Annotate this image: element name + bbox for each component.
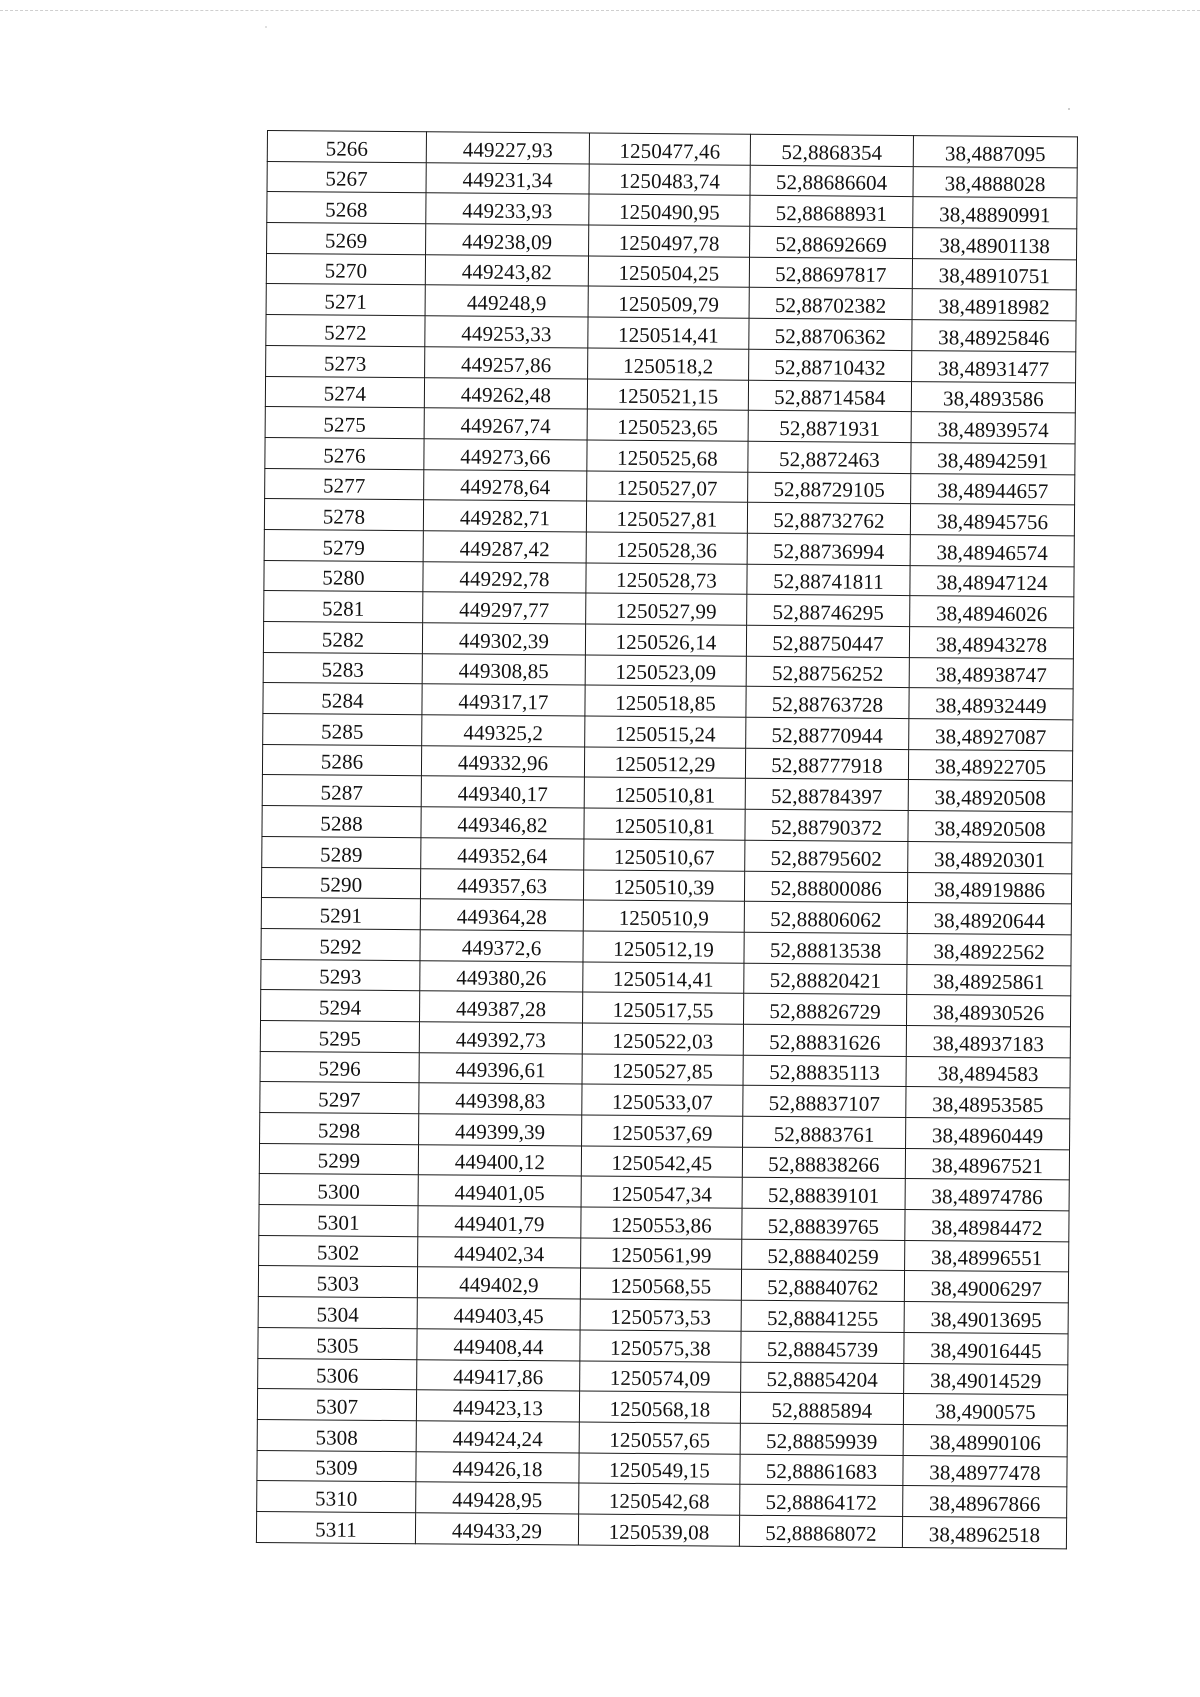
x-coordinate-cell: 449262,48: [424, 377, 587, 409]
latitude-cell: 52,88859939: [740, 1423, 903, 1455]
point-number-cell: 5286: [262, 744, 421, 776]
x-coordinate-cell: 449340,17: [421, 776, 584, 808]
y-coordinate-cell: 1250537,69: [582, 1115, 743, 1147]
latitude-cell: 52,8872463: [748, 441, 911, 473]
x-coordinate-cell: 449424,24: [416, 1421, 579, 1453]
longitude-cell: 38,48890991: [913, 197, 1077, 229]
latitude-cell: 52,8883761: [743, 1116, 906, 1148]
x-coordinate-cell: 449243,82: [425, 254, 588, 286]
x-coordinate-cell: 449433,29: [415, 1513, 578, 1545]
x-coordinate-cell: 449403,45: [417, 1298, 580, 1330]
point-number-cell: 5310: [257, 1481, 416, 1513]
coordinates-table-body: [256, 131, 1077, 1549]
y-coordinate-cell: 1250575,38: [580, 1330, 741, 1362]
scan-speck: [1068, 108, 1070, 110]
y-coordinate-cell: 1250518,85: [585, 685, 746, 717]
point-number-cell: 5269: [267, 223, 426, 255]
longitude-cell: 38,48945756: [910, 504, 1074, 536]
y-coordinate-cell: 1250553,86: [581, 1207, 742, 1239]
longitude-cell: 38,4888028: [913, 166, 1077, 198]
point-number-cell: 5309: [257, 1450, 416, 1482]
latitude-cell: 52,88820421: [744, 963, 907, 995]
longitude-cell: 38,48984472: [905, 1210, 1069, 1242]
latitude-cell: 52,88770944: [746, 717, 909, 749]
longitude-cell: 38,48962518: [902, 1516, 1066, 1548]
point-number-cell: 5279: [264, 529, 423, 561]
x-coordinate-cell: 449248,9: [425, 285, 588, 317]
longitude-cell: 38,48943278: [909, 627, 1073, 659]
y-coordinate-cell: 1250514,41: [583, 962, 744, 994]
y-coordinate-cell: 1250523,09: [585, 655, 746, 687]
x-coordinate-cell: 449387,28: [420, 991, 583, 1023]
point-number-cell: 5294: [261, 990, 420, 1022]
table-row: [256, 1511, 1066, 1548]
latitude-cell: 52,88840762: [741, 1270, 904, 1302]
x-coordinate-cell: 449372,6: [420, 930, 583, 962]
longitude-cell: 38,4887095: [913, 136, 1077, 168]
x-coordinate-cell: 449267,74: [424, 408, 587, 440]
point-number-cell: 5305: [258, 1327, 417, 1359]
point-number-cell: 5288: [262, 806, 421, 838]
longitude-cell: 38,48925846: [912, 320, 1076, 352]
latitude-cell: 52,88840259: [742, 1239, 905, 1271]
longitude-cell: 38,48918982: [912, 289, 1076, 321]
point-number-cell: 5285: [263, 714, 422, 746]
latitude-cell: 52,88839765: [742, 1208, 905, 1240]
y-coordinate-cell: 1250510,39: [583, 870, 744, 902]
longitude-cell: 38,48946026: [910, 596, 1074, 628]
y-coordinate-cell: 1250517,55: [582, 992, 743, 1024]
point-number-cell: 5293: [261, 959, 420, 991]
longitude-cell: 38,4900575: [903, 1394, 1067, 1426]
latitude-cell: 52,88795602: [745, 840, 908, 872]
y-coordinate-cell: 1250568,18: [579, 1391, 740, 1423]
point-number-cell: 5278: [264, 499, 423, 531]
y-coordinate-cell: 1250477,46: [589, 133, 750, 165]
latitude-cell: 52,88763728: [746, 687, 909, 719]
latitude-cell: 52,88790372: [745, 809, 908, 841]
latitude-cell: 52,88835113: [743, 1055, 906, 1087]
longitude-cell: 38,4893586: [911, 381, 1075, 413]
latitude-cell: 52,8871931: [748, 410, 911, 442]
point-number-cell: 5307: [257, 1389, 416, 1421]
point-number-cell: 5298: [260, 1112, 419, 1144]
x-coordinate-cell: 449346,82: [421, 807, 584, 839]
x-coordinate-cell: 449399,39: [419, 1114, 582, 1146]
scan-speck: [265, 26, 267, 28]
x-coordinate-cell: 449352,64: [421, 838, 584, 870]
latitude-cell: 52,88686604: [750, 165, 913, 197]
x-coordinate-cell: 449325,2: [422, 715, 585, 747]
y-coordinate-cell: 1250497,78: [589, 225, 750, 257]
latitude-cell: 52,88746295: [747, 595, 910, 627]
x-coordinate-cell: 449364,28: [420, 899, 583, 931]
latitude-cell: 52,88831626: [743, 1024, 906, 1056]
x-coordinate-cell: 449292,78: [423, 561, 586, 593]
latitude-cell: 52,88841255: [741, 1300, 904, 1332]
longitude-cell: 38,48920508: [908, 811, 1072, 843]
point-number-cell: 5290: [261, 867, 420, 899]
x-coordinate-cell: 449278,64: [424, 469, 587, 501]
longitude-cell: 38,4894583: [906, 1056, 1070, 1088]
longitude-cell: 38,48927087: [909, 719, 1073, 751]
longitude-cell: 38,49016445: [904, 1332, 1068, 1364]
y-coordinate-cell: 1250557,65: [579, 1422, 740, 1454]
point-number-cell: 5282: [263, 621, 422, 653]
latitude-cell: 52,88736994: [747, 533, 910, 565]
x-coordinate-cell: 449332,96: [421, 745, 584, 777]
y-coordinate-cell: 1250509,79: [588, 286, 749, 318]
x-coordinate-cell: 449238,09: [426, 224, 589, 256]
latitude-cell: 52,88784397: [745, 779, 908, 811]
longitude-cell: 38,48944657: [911, 473, 1075, 505]
y-coordinate-cell: 1250568,55: [580, 1268, 741, 1300]
point-number-cell: 5287: [262, 775, 421, 807]
longitude-cell: 38,48942591: [911, 442, 1075, 474]
x-coordinate-cell: 449233,93: [426, 193, 589, 225]
y-coordinate-cell: 1250527,99: [586, 593, 747, 625]
longitude-cell: 38,48996551: [905, 1240, 1069, 1272]
point-number-cell: 5281: [264, 591, 423, 623]
longitude-cell: 38,48931477: [912, 350, 1076, 382]
y-coordinate-cell: 1250527,07: [587, 471, 748, 503]
latitude-cell: 52,88706362: [749, 318, 912, 350]
x-coordinate-cell: 449400,12: [418, 1144, 581, 1176]
longitude-cell: 38,48977478: [903, 1455, 1067, 1487]
latitude-cell: 52,88688931: [750, 196, 913, 228]
longitude-cell: 38,48938747: [909, 657, 1073, 689]
x-coordinate-cell: 449282,71: [423, 500, 586, 532]
point-number-cell: 5280: [264, 560, 423, 592]
y-coordinate-cell: 1250547,34: [581, 1176, 742, 1208]
y-coordinate-cell: 1250542,45: [581, 1146, 742, 1178]
point-number-cell: 5273: [266, 345, 425, 377]
point-number-cell: 5299: [259, 1143, 418, 1175]
x-coordinate-cell: 449308,85: [422, 653, 585, 685]
longitude-cell: 38,48939574: [911, 412, 1075, 444]
y-coordinate-cell: 1250515,24: [585, 716, 746, 748]
point-number-cell: 5291: [261, 898, 420, 930]
point-number-cell: 5271: [266, 284, 425, 316]
x-coordinate-cell: 449402,9: [417, 1267, 580, 1299]
longitude-cell: 38,48932449: [909, 688, 1073, 720]
latitude-cell: 52,88837107: [743, 1086, 906, 1118]
y-coordinate-cell: 1250523,65: [587, 409, 748, 441]
y-coordinate-cell: 1250539,08: [578, 1514, 739, 1546]
point-number-cell: 5275: [265, 407, 424, 439]
x-coordinate-cell: 449426,18: [416, 1451, 579, 1483]
longitude-cell: 38,48920301: [908, 841, 1072, 873]
x-coordinate-cell: 449317,17: [422, 684, 585, 716]
coordinates-table: [256, 130, 1078, 1549]
point-number-cell: 5301: [259, 1205, 418, 1237]
x-coordinate-cell: 449297,77: [423, 592, 586, 624]
latitude-cell: 52,88697817: [749, 257, 912, 289]
y-coordinate-cell: 1250533,07: [582, 1084, 743, 1116]
x-coordinate-cell: 449401,79: [418, 1206, 581, 1238]
longitude-cell: 38,48974786: [905, 1179, 1069, 1211]
point-number-cell: 5311: [256, 1511, 415, 1543]
y-coordinate-cell: 1250510,67: [584, 839, 745, 871]
x-coordinate-cell: 449253,33: [425, 316, 588, 348]
x-coordinate-cell: 449380,26: [420, 960, 583, 992]
longitude-cell: 38,48990106: [903, 1424, 1067, 1456]
latitude-cell: 52,88861683: [740, 1454, 903, 1486]
x-coordinate-cell: 449396,61: [419, 1052, 582, 1084]
longitude-cell: 38,48960449: [906, 1118, 1070, 1150]
longitude-cell: 38,48947124: [910, 565, 1074, 597]
point-number-cell: 5292: [261, 928, 420, 960]
point-number-cell: 5272: [266, 315, 425, 347]
y-coordinate-cell: 1250526,14: [585, 624, 746, 656]
longitude-cell: 38,49013695: [904, 1302, 1068, 1334]
longitude-cell: 38,48922705: [908, 749, 1072, 781]
point-number-cell: 5276: [265, 437, 424, 469]
longitude-cell: 38,49006297: [904, 1271, 1068, 1303]
point-number-cell: 5303: [258, 1266, 417, 1298]
y-coordinate-cell: 1250527,81: [586, 501, 747, 533]
y-coordinate-cell: 1250510,81: [584, 808, 745, 840]
point-number-cell: 5295: [260, 1020, 419, 1052]
longitude-cell: 38,48967866: [903, 1486, 1067, 1518]
latitude-cell: 52,88838266: [742, 1147, 905, 1179]
latitude-cell: 52,88839101: [742, 1178, 905, 1210]
y-coordinate-cell: 1250528,36: [586, 532, 747, 564]
longitude-cell: 38,48919886: [907, 872, 1071, 904]
point-number-cell: 5268: [267, 192, 426, 224]
y-coordinate-cell: 1250527,85: [582, 1054, 743, 1086]
coordinate-sheet: [267, 130, 1077, 1547]
x-coordinate-cell: 449402,34: [418, 1236, 581, 1268]
latitude-cell: 52,88845739: [741, 1331, 904, 1363]
point-number-cell: 5308: [257, 1419, 416, 1451]
point-number-cell: 5300: [259, 1174, 418, 1206]
point-number-cell: 5267: [267, 161, 426, 193]
x-coordinate-cell: 449357,63: [420, 868, 583, 900]
latitude-cell: 52,88750447: [746, 625, 909, 657]
longitude-cell: 38,48953585: [906, 1087, 1070, 1119]
y-coordinate-cell: 1250574,09: [580, 1360, 741, 1392]
y-coordinate-cell: 1250522,03: [582, 1023, 743, 1055]
latitude-cell: 52,88714584: [748, 380, 911, 412]
latitude-cell: 52,88800086: [744, 871, 907, 903]
longitude-cell: 38,48910751: [912, 258, 1076, 290]
x-coordinate-cell: 449408,44: [417, 1329, 580, 1361]
point-number-cell: 5270: [266, 253, 425, 285]
latitude-cell: 52,88756252: [746, 656, 909, 688]
y-coordinate-cell: 1250512,29: [584, 747, 745, 779]
longitude-cell: 38,48901138: [913, 228, 1077, 260]
latitude-cell: 52,88854204: [741, 1362, 904, 1394]
y-coordinate-cell: 1250490,95: [589, 194, 750, 226]
x-coordinate-cell: 449257,86: [425, 347, 588, 379]
y-coordinate-cell: 1250510,9: [583, 900, 744, 932]
x-coordinate-cell: 449401,05: [418, 1175, 581, 1207]
longitude-cell: 38,48922562: [907, 933, 1071, 965]
y-coordinate-cell: 1250573,53: [580, 1299, 741, 1331]
y-coordinate-cell: 1250549,15: [579, 1453, 740, 1485]
latitude-cell: 52,88741811: [747, 564, 910, 596]
x-coordinate-cell: 449428,95: [416, 1482, 579, 1514]
longitude-cell: 38,48920644: [907, 903, 1071, 935]
point-number-cell: 5274: [265, 376, 424, 408]
point-number-cell: 5302: [259, 1235, 418, 1267]
point-number-cell: 5304: [258, 1297, 417, 1329]
latitude-cell: 52,88692669: [750, 226, 913, 258]
point-number-cell: 5277: [265, 468, 424, 500]
point-number-cell: 5266: [267, 131, 426, 163]
y-coordinate-cell: 1250521,15: [587, 379, 748, 411]
y-coordinate-cell: 1250512,19: [583, 931, 744, 963]
longitude-cell: 38,48946574: [910, 535, 1074, 567]
y-coordinate-cell: 1250528,73: [586, 563, 747, 595]
latitude-cell: 52,88813538: [744, 932, 907, 964]
y-coordinate-cell: 1250525,68: [587, 440, 748, 472]
y-coordinate-cell: 1250561,99: [581, 1238, 742, 1270]
latitude-cell: 52,88702382: [749, 288, 912, 320]
latitude-cell: 52,88710432: [749, 349, 912, 381]
y-coordinate-cell: 1250518,2: [588, 348, 749, 380]
latitude-cell: 52,88806062: [744, 901, 907, 933]
longitude-cell: 38,48967521: [905, 1148, 1069, 1180]
y-coordinate-cell: 1250542,68: [579, 1483, 740, 1515]
point-number-cell: 5306: [258, 1358, 417, 1390]
longitude-cell: 38,49014529: [904, 1363, 1068, 1395]
x-coordinate-cell: 449417,86: [417, 1359, 580, 1391]
point-number-cell: 5283: [263, 652, 422, 684]
point-number-cell: 5296: [260, 1051, 419, 1083]
latitude-cell: 52,88864172: [740, 1485, 903, 1517]
latitude-cell: 52,8885894: [740, 1392, 903, 1424]
x-coordinate-cell: 449398,83: [419, 1083, 582, 1115]
longitude-cell: 38,48930526: [906, 995, 1070, 1027]
latitude-cell: 52,88777918: [745, 748, 908, 780]
latitude-cell: 52,88732762: [747, 503, 910, 535]
point-number-cell: 5289: [262, 836, 421, 868]
y-coordinate-cell: 1250510,81: [584, 777, 745, 809]
longitude-cell: 38,48925861: [907, 964, 1071, 996]
x-coordinate-cell: 449423,13: [416, 1390, 579, 1422]
latitude-cell: 52,8868354: [750, 134, 913, 166]
x-coordinate-cell: 449231,34: [426, 162, 589, 194]
y-coordinate-cell: 1250483,74: [589, 164, 750, 196]
y-coordinate-cell: 1250514,41: [588, 317, 749, 349]
scan-top-edge: [0, 10, 1200, 11]
x-coordinate-cell: 449273,66: [424, 439, 587, 471]
x-coordinate-cell: 449302,39: [422, 623, 585, 655]
x-coordinate-cell: 449227,93: [426, 132, 589, 164]
longitude-cell: 38,48937183: [906, 1025, 1070, 1057]
y-coordinate-cell: 1250504,25: [588, 256, 749, 288]
point-number-cell: 5284: [263, 683, 422, 715]
latitude-cell: 52,88729105: [748, 472, 911, 504]
x-coordinate-cell: 449392,73: [419, 1022, 582, 1054]
point-number-cell: 5297: [260, 1082, 419, 1114]
x-coordinate-cell: 449287,42: [423, 531, 586, 563]
latitude-cell: 52,88868072: [739, 1515, 902, 1547]
longitude-cell: 38,48920508: [908, 780, 1072, 812]
latitude-cell: 52,88826729: [743, 994, 906, 1026]
